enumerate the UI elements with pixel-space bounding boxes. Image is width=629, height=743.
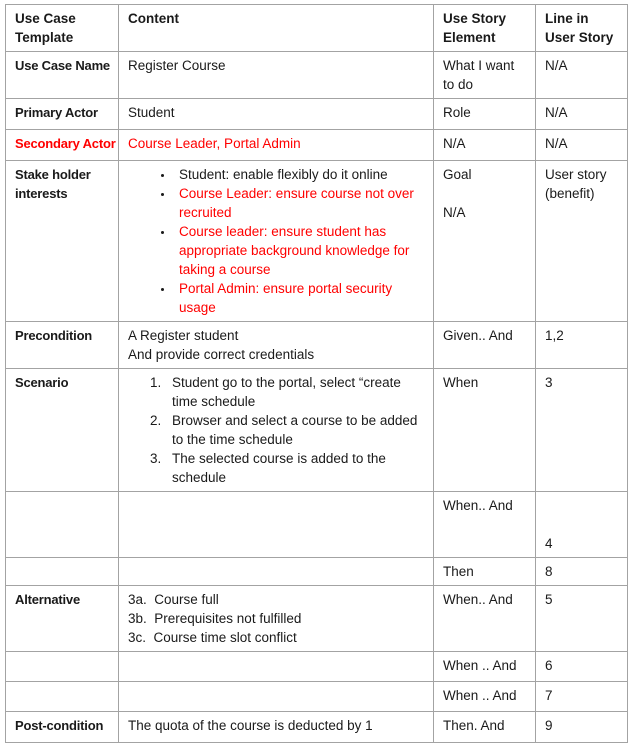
row-when-and-4: [6, 492, 628, 558]
use-case-name-label: Use Case Name: [6, 52, 119, 99]
when-and-line: [536, 492, 628, 558]
secondary-actor-label: Secondary Actor: [6, 130, 119, 161]
stakeholder-line: User story (benefit): [536, 161, 628, 322]
scenario-element: When: [434, 369, 536, 492]
scenario-step: 3. The selected course is added to the schedule: [165, 449, 427, 487]
when-and-element: When .. And: [434, 682, 536, 712]
row-alternative: [6, 586, 628, 652]
secondary-actor-line: N/A: [536, 130, 628, 161]
post-condition-label: Post-condition: [6, 712, 119, 743]
empty-content: [119, 682, 434, 712]
header-use-story-element: Use Story Element: [434, 5, 536, 52]
primary-actor-label: Primary Actor: [6, 99, 119, 130]
alternative-label: Alternative: [6, 586, 119, 652]
row-when-and-6: [6, 652, 628, 682]
header-content: Content: [119, 5, 434, 52]
header-line-in-user-story: Line in User Story: [536, 5, 628, 52]
bullet-item: • Portal Admin: ensure portal security usage: [174, 279, 427, 317]
empty-label: [6, 652, 119, 682]
use-case-template-table: [5, 4, 628, 743]
empty-label: [6, 682, 119, 712]
row-secondary-actor: [6, 130, 628, 161]
line-number-line: 4: [545, 536, 553, 551]
bullet-item: • Course Leader: ensure course not over recruited: [174, 184, 427, 222]
primary-actor-element: Role: [434, 99, 536, 130]
element-line: [443, 184, 529, 203]
bullet-item: • Course leader: ensure student has appropriate background knowledge for taking a course: [174, 222, 427, 279]
when-and-element: When .. And: [434, 652, 536, 682]
secondary-actor-content: Course Leader, Portal Admin: [119, 130, 434, 161]
stakeholder-element: [434, 161, 536, 322]
post-condition-line: 9: [536, 712, 628, 743]
empty-label: [6, 558, 119, 586]
scenario-content: [119, 369, 434, 492]
empty-content: [119, 652, 434, 682]
post-condition-content: The quota of the course is deducted by 1: [119, 712, 434, 743]
stakeholder-content: [119, 161, 434, 322]
precondition-content: [119, 322, 434, 369]
empty-label: [6, 492, 119, 558]
then-element: Then: [434, 558, 536, 586]
use-case-name-content: Register Course: [119, 52, 434, 99]
scenario-line: 3: [536, 369, 628, 492]
alternative-content: [119, 586, 434, 652]
stakeholder-bullet-list: [128, 165, 427, 317]
when-and-line: 6: [536, 652, 628, 682]
row-post-condition: [6, 712, 628, 743]
header-use-case-template: Use Case Template: [6, 5, 119, 52]
row-when-and-7: [6, 682, 628, 712]
primary-actor-line: N/A: [536, 99, 628, 130]
alternative-item: 3b. Prerequisites not fulfilled: [128, 611, 302, 626]
row-scenario: [6, 369, 628, 492]
secondary-actor-element: N/A: [434, 130, 536, 161]
stakeholder-label: Stake holder interests: [6, 161, 119, 322]
element-line: N/A: [443, 205, 466, 220]
scenario-step: 2. Browser and select a course to be added to the time schedule: [165, 411, 427, 449]
alternative-line: 5: [536, 586, 628, 652]
when-and-element: When.. And: [434, 492, 536, 558]
use-case-name-line: N/A: [536, 52, 628, 99]
post-condition-element: Then. And: [434, 712, 536, 743]
row-stakeholder-interests: [6, 161, 628, 322]
row-then-8: [6, 558, 628, 586]
element-line: Goal: [443, 167, 472, 182]
precondition-line: 1,2: [536, 322, 628, 369]
scenario-label: Scenario: [6, 369, 119, 492]
precondition-label: Precondition: [6, 322, 119, 369]
scenario-step-list: [128, 373, 427, 487]
use-case-name-element: What I want to do: [434, 52, 536, 99]
content-line: And provide correct credentials: [128, 347, 315, 362]
scenario-step: 1. Student go to the portal, select “create time schedule: [165, 373, 427, 411]
line-number-line: [545, 515, 621, 534]
content-line: A Register student: [128, 328, 239, 343]
empty-content: [119, 558, 434, 586]
row-use-case-name: [6, 52, 628, 99]
when-and-line: 7: [536, 682, 628, 712]
empty-content: [119, 492, 434, 558]
primary-actor-content: Student: [119, 99, 434, 130]
alternative-element: When.. And: [434, 586, 536, 652]
precondition-element: Given.. And: [434, 322, 536, 369]
line-number-line: [545, 496, 621, 515]
row-primary-actor: [6, 99, 628, 130]
then-line: 8: [536, 558, 628, 586]
row-precondition: [6, 322, 628, 369]
alternative-item: 3c. Course time slot conflict: [128, 630, 297, 645]
bullet-item: • Student: enable flexibly do it online: [174, 165, 427, 184]
table-header-row: [6, 5, 628, 52]
alternative-item: 3a. Course full: [128, 592, 219, 607]
